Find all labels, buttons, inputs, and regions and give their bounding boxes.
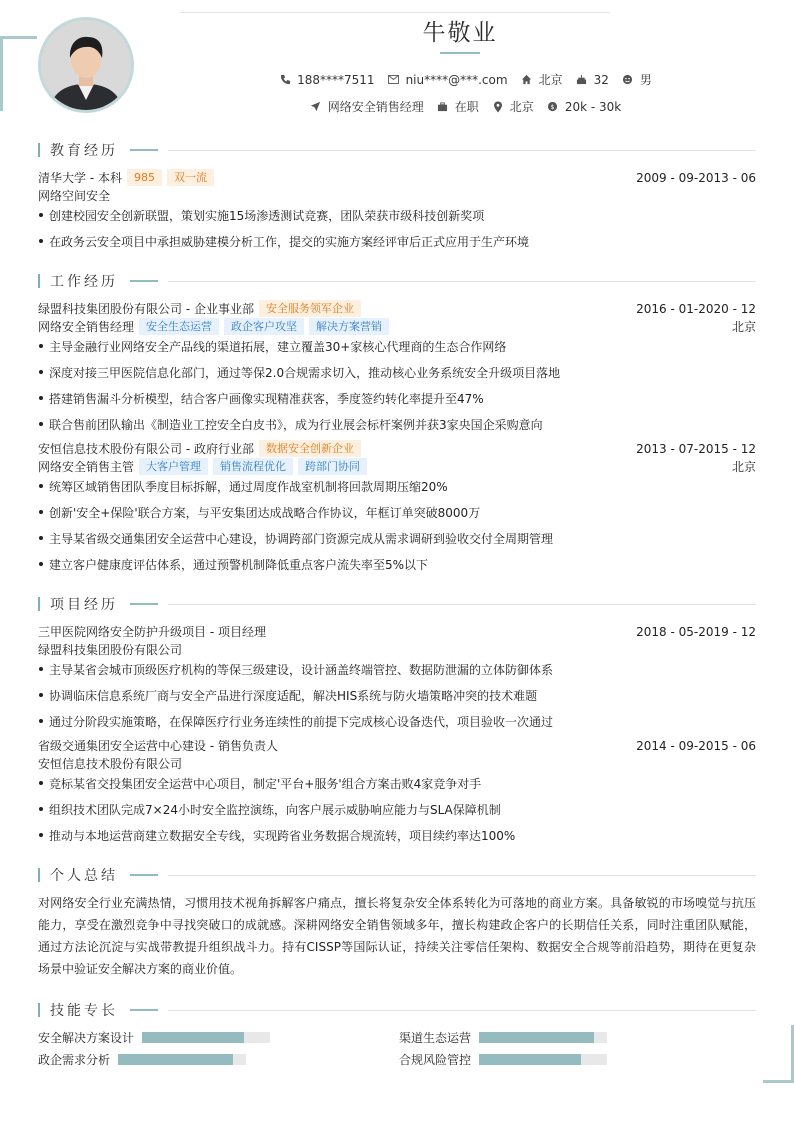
section-dash [130,603,158,605]
work-bullet: 统筹区域销售团队季度目标拆解，通过周度作战室机制将回款周期压缩20% [38,478,756,495]
location-icon [491,100,505,114]
skill-bar-fill [479,1032,594,1043]
work-date: 2016 - 01-2020 - 12 [636,301,756,316]
intent-salary: $ 20k - 30k [546,100,621,114]
skill-item [38,1051,246,1068]
skill-bar-fill [142,1032,244,1043]
contact-home: 北京 [520,71,563,88]
section-line [168,1010,756,1011]
cake-icon [575,73,589,87]
skill-item [38,1029,270,1046]
work-bullet: 深度对接三甲医院信息化部门，通过等保2.0合规需求切入，推动核心业务系统安全升级项目落地 [38,364,756,381]
section-skills [38,1000,756,1020]
gender-icon [621,73,635,87]
skill-item [399,1029,607,1046]
company-name: 安恒信息技术股份有限公司 - 政府行业部 [38,442,254,456]
section-title: 教育经历 [50,143,118,159]
intent-position: 网络安全销售经理 [309,98,424,115]
project-bullet: 推动与本地运营商建立数据安全专线，实现跨省业务数据合规流转，项目续约率达100% [38,827,756,844]
skill-name: 合规风险管控 [399,1053,472,1067]
skill-name: 政企需求分析 [38,1053,111,1067]
project-org-row [38,641,756,658]
school-tag: 双一流 [167,169,214,186]
section-dash [130,280,158,282]
skill-bar [118,1054,246,1065]
work-bullet: 建立客户健康度评估体系，通过预警机制降低重点客户流失率至5%以下 [38,556,756,573]
project-date: 2014 - 09-2015 - 06 [636,738,756,753]
project-date: 2018 - 05-2019 - 12 [636,624,756,639]
section-title: 项目经历 [50,597,118,613]
intent-city: 北京 [491,98,534,115]
education-header [38,169,756,186]
work-header [38,440,756,457]
education-bullet: 创建校园安全创新联盟，策划实施15场渗透测试竞赛，团队荣获市级科技创新奖项 [38,207,756,224]
summary-text: 对网络安全行业充满热情，习惯用技术视角拆解客户痛点，擅长将复杂安全体系转化为可落地的商业方案。具备敏锐的市场嗅觉与抗压能力，享受在激烈竞争中寻找突破口的成就感。深耕网络安全销售领域多年，擅长构建政企客户的长期信任关系，同时注重团队赋能，通过方法论沉淀与实战带教提升组织战斗力。持有CISSP等国际认证，持续关注零信任架构、数据安全合规等前沿趋势，期待在更复杂场景中验证安全解决方案的商业价值。 [38,896,756,976]
contact-phone: 188****7511 [278,73,374,87]
work-date: 2013 - 07-2015 - 12 [636,441,756,456]
corner-decoration [763,1025,794,1083]
skill-tag: 解决方案营销 [309,318,389,335]
work-bullet: 搭建销售漏斗分析模型，结合客户画像实现精准获客，季度签约转化率提升至47% [38,390,756,407]
section-bar [38,597,40,611]
skill-name: 渠道生态运营 [399,1031,472,1045]
project-bullet: 组织技术团队完成7×24小时安全监控演练，向客户展示威胁响应能力与SLA保障机制 [38,801,756,818]
project-org: 绿盟科技集团股份有限公司 [38,643,183,657]
company-tag: 安全服务领军企业 [259,300,361,317]
project-name: 三甲医院网络安全防护升级项目 - 项目经理 [38,625,266,639]
section-line [168,875,756,876]
skill-name: 安全解决方案设计 [38,1031,135,1045]
phone-icon [278,73,292,87]
section-line [168,281,756,282]
skill-item [399,1051,607,1068]
work-bullet: 联合售前团队输出《制造业工控安全白皮书》，成为行业展会标杆案例并获3家央国企采购意向 [38,416,756,433]
project-org-row [38,755,756,772]
section-bar [38,1003,40,1017]
work-city: 北京 [731,320,756,334]
work-role-row [38,318,756,335]
section-dash [130,149,158,151]
skill-bar-fill [479,1054,581,1065]
work-bullet: 主导金融行业网络安全产品线的渠道拓展，建立覆盖30+家核心代理商的生态合作网络 [38,338,756,355]
school-tag: 985 [127,169,162,186]
home-icon [520,73,534,87]
name-underline [440,52,480,54]
company-tag: 数据安全创新企业 [259,440,361,457]
skill-bar [479,1054,607,1065]
section-title: 工作经历 [50,274,118,290]
project-name: 省级交通集团安全运营中心建设 - 销售负责人 [38,739,278,753]
skill-tag: 政企客户攻坚 [224,318,304,335]
briefcase-icon [436,100,450,114]
contact-email: niu****@***.com [387,73,508,87]
mail-icon [387,73,401,87]
contact-age: 32 [575,73,609,87]
salary-icon [546,100,560,114]
project-org: 安恒信息技术股份有限公司 [38,757,183,771]
company-name: 绿盟科技集团股份有限公司 - 企业事业部 [38,302,254,316]
contact-row [140,71,790,88]
section-dash [130,874,158,876]
divider [180,12,610,13]
project-header [38,737,756,754]
skill-tag: 销售流程优化 [213,458,293,475]
work-bullet: 创新'安全+保险'联合方案，与平安集团达成战略合作协议，年框订单突破8000万 [38,504,756,521]
corner-decoration [0,36,37,111]
skill-tag: 跨部门协同 [298,458,367,475]
job-title: 网络安全销售主管 [38,460,135,474]
contact-gender: 男 [621,71,652,88]
section-education [38,140,756,160]
candidate-name: 牛敬业 [422,20,498,46]
project-header [38,623,756,640]
section-bar [38,868,40,882]
section-line [168,150,756,151]
project-bullet: 主导某省会城市顶级医疗机构的等保三级建设，设计涵盖终端管控、数据防泄漏的立体防御体系 [38,661,756,678]
section-title: 技能专长 [50,1003,118,1019]
job-title: 网络安全销售经理 [38,320,135,334]
project-bullet: 通过分阶段实施策略，在保障医疗行业务连续性的前提下完成核心设备迭代，项目验收一次通过 [38,713,756,730]
intent-row [140,98,790,115]
skill-bar [142,1032,270,1043]
skill-tag: 大客户管理 [139,458,208,475]
work-city: 北京 [731,460,756,474]
section-line [168,604,756,605]
skill-tag: 安全生态运营 [139,318,219,335]
intent-status: 在职 [436,98,479,115]
section-summary [38,865,756,885]
send-icon [309,100,323,114]
skill-bar-fill [118,1054,233,1065]
skill-bar [479,1032,607,1043]
section-dash [130,1009,158,1011]
work-header [38,300,756,317]
education-major: 网络空间安全 [38,189,111,203]
section-title: 个人总结 [50,868,118,884]
section-bar [38,143,40,157]
school-name: 清华大学 - 本科 [38,171,122,185]
education-bullet: 在政务云安全项目中承担威胁建模分析工作，提交的实施方案经评审后正式应用于生产环境 [38,233,756,250]
project-bullet: 协调临床信息系统厂商与安全产品进行深度适配，解决HIS系统与防火墙策略冲突的技术难题 [38,687,756,704]
work-bullet: 主导某省级交通集团安全运营中心建设，协调跨部门资源完成从需求调研到验收交付全周期管理 [38,530,756,547]
project-bullet: 竞标某省交投集团安全运营中心项目，制定'平台+服务'组合方案击败4家竞争对手 [38,775,756,792]
section-work [38,271,756,291]
work-role-row [38,458,756,475]
education-major-row [38,187,756,204]
svg-text:$: $ [550,102,555,111]
section-bar [38,274,40,288]
education-date: 2009 - 09-2013 - 06 [636,170,756,185]
section-project [38,594,756,614]
